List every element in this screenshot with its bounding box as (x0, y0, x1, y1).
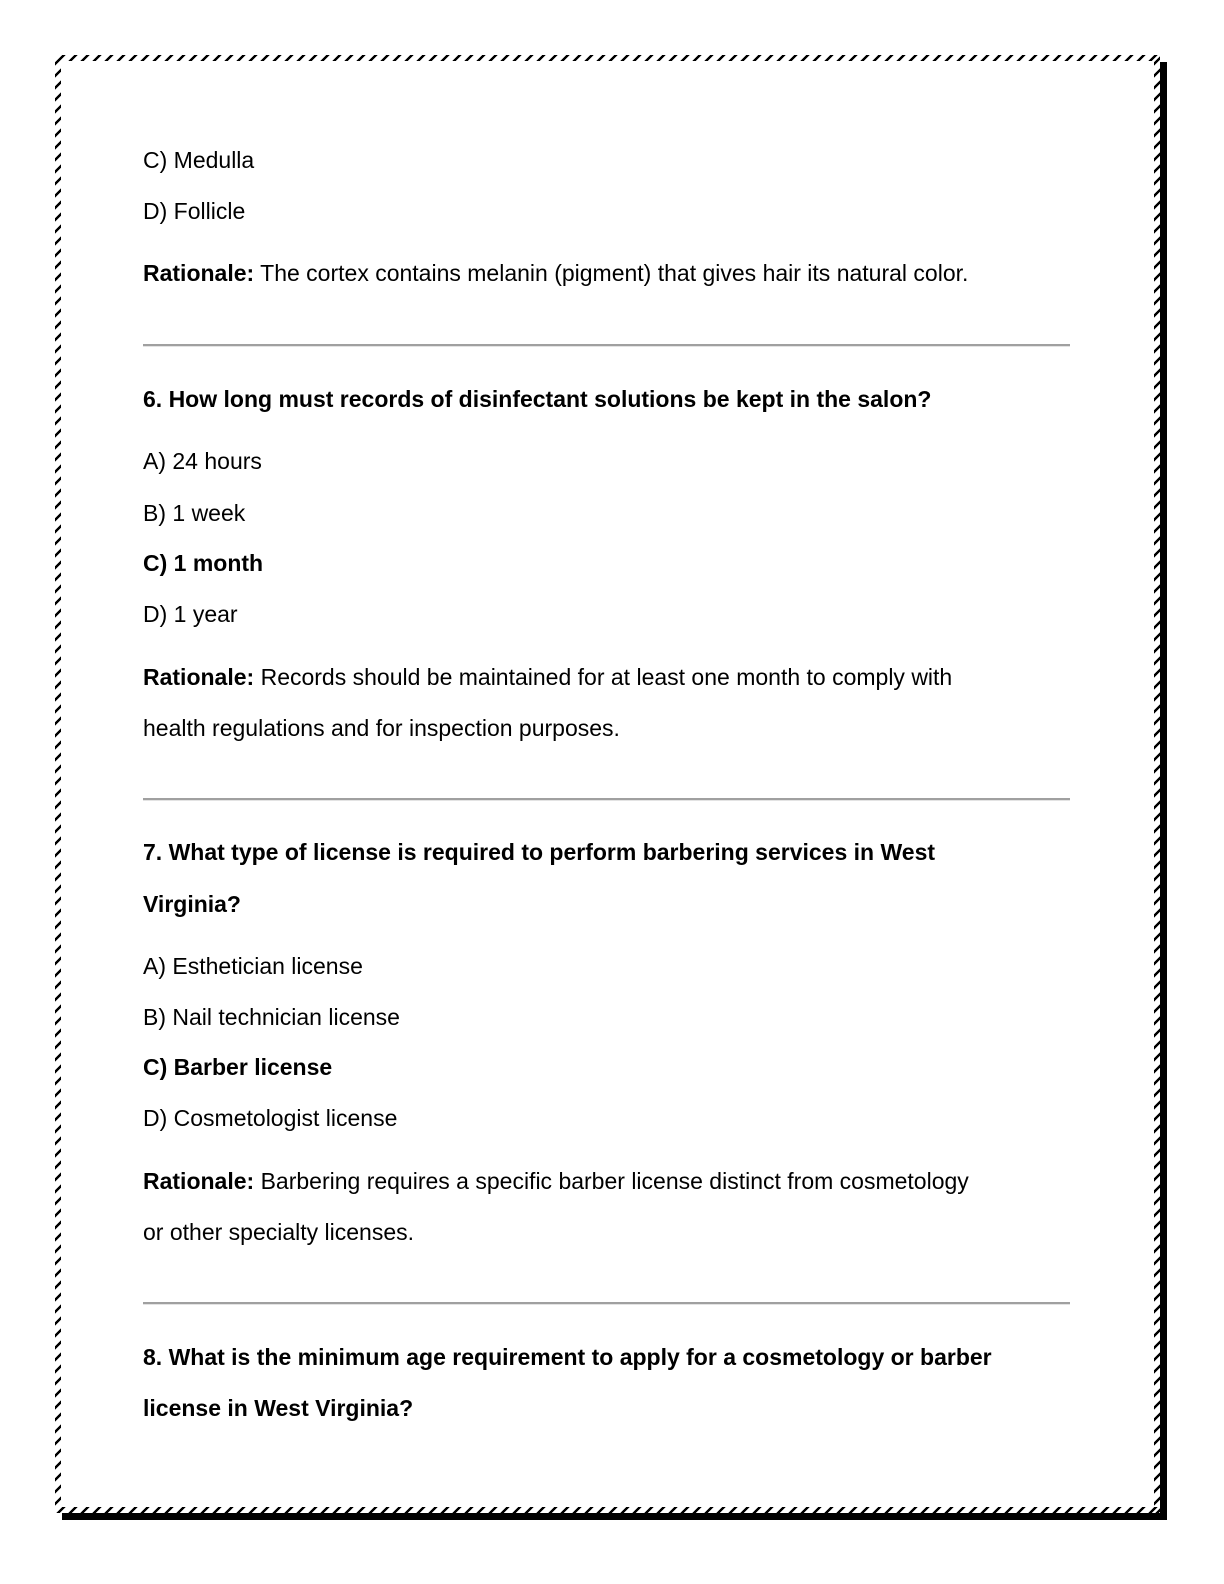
question-8-title-cont: license in West Virginia? (143, 1395, 414, 1421)
question-7-option-d: D) Cosmetologist license (143, 1105, 398, 1131)
question-7-option-a: A) Esthetician license (143, 953, 363, 979)
rationale-label: Rationale: (143, 260, 255, 286)
option-c: C) Medulla (143, 147, 255, 173)
question-7-rationale (143, 1167, 969, 1195)
question-6-option-a: A) 24 hours (143, 448, 262, 474)
question-8-title: 8. What is the minimum age requirement to apply for a cosmetology or barber (143, 1344, 992, 1370)
question-6-rationale (143, 663, 952, 691)
question-7-option-b: B) Nail technician license (143, 1004, 400, 1030)
question-6-option-b: B) 1 week (143, 500, 246, 526)
frame-border-right (1154, 55, 1160, 1513)
rationale-text: The cortex contains melanin (pigment) that gives hair its natural color. (254, 260, 969, 286)
rationale-label: Rationale: (143, 1168, 255, 1194)
rationale-label: Rationale: (143, 664, 255, 690)
frame-border-bottom (55, 1507, 1160, 1513)
question-6-rationale-cont: health regulations and for inspection purposes. (143, 715, 620, 741)
option-d: D) Follicle (143, 198, 246, 224)
question-6-option-c-correct: C) 1 month (143, 550, 264, 576)
question-7-rationale-cont: or other specialty licenses. (143, 1219, 415, 1245)
question-separator (143, 344, 1070, 347)
frame-border-top (55, 55, 1160, 61)
question-7-title: 7. What type of license is required to perform barbering services in West (143, 839, 936, 865)
rationale-text: Records should be maintained for at least one month to comply with (254, 664, 953, 690)
rationale (143, 259, 968, 287)
question-7-title-cont: Virginia? (143, 891, 241, 917)
frame-border-left (55, 55, 61, 1513)
rationale-text: Barbering requires a specific barber license distinct from cosmetology (254, 1168, 969, 1194)
question-6-title: 6. How long must records of disinfectant solutions be kept in the salon? (143, 386, 932, 412)
question-separator (143, 1302, 1070, 1305)
question-7-option-c-correct: C) Barber license (143, 1054, 333, 1080)
question-6-option-d: D) 1 year (143, 601, 238, 627)
question-separator (143, 798, 1070, 801)
